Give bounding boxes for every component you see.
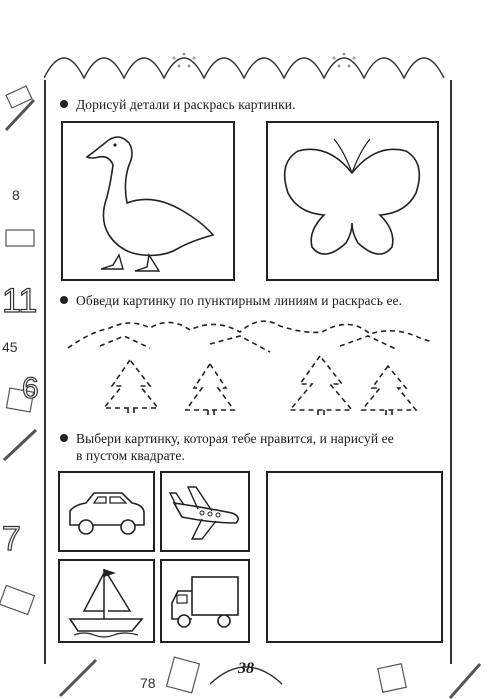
side-decoration [0,60,44,670]
instruction-3 [60,430,440,464]
bullet-icon [60,434,68,442]
svg-text:78: 78 [140,675,156,691]
instruction-3-line-2: в пустом квадрате. [76,448,185,463]
bullet-icon [60,296,68,304]
instruction-3-line-1: Выбери картинку, которая тебе нравится, и нарисуй ее [76,431,394,446]
car-picture-box [58,471,155,552]
sailboat-picture-box [58,559,155,643]
bullet-icon [60,100,68,108]
instruction-1-text: Дорисуй детали и раскрась картинки. [76,97,296,112]
svg-text:8: 8 [12,187,20,203]
airplane-icon [162,473,248,550]
car-icon [60,473,153,550]
scalloped-border [44,28,454,88]
empty-drawing-square[interactable] [266,471,443,643]
instruction-2 [60,292,440,309]
butterfly-outline [268,123,437,279]
svg-text:11: 11 [2,282,38,320]
airplane-picture-box [160,471,250,552]
dashed-landscape [60,308,440,420]
goose-outline [63,123,233,279]
instruction-2-text: Обведи картинку по пунктирным линиям и раскрась ее. [76,293,403,308]
goose-picture-box [61,121,235,281]
instruction-1 [60,96,440,113]
svg-text:6: 6 [22,372,39,405]
svg-text:7: 7 [2,520,21,558]
instruction-3-text [76,430,394,464]
svg-text:45: 45 [2,339,18,355]
truck-icon [162,561,248,641]
butterfly-picture-box [266,121,439,281]
page-number: 38 [238,660,254,677]
truck-picture-box [160,559,250,643]
sailboat-icon [60,561,153,641]
